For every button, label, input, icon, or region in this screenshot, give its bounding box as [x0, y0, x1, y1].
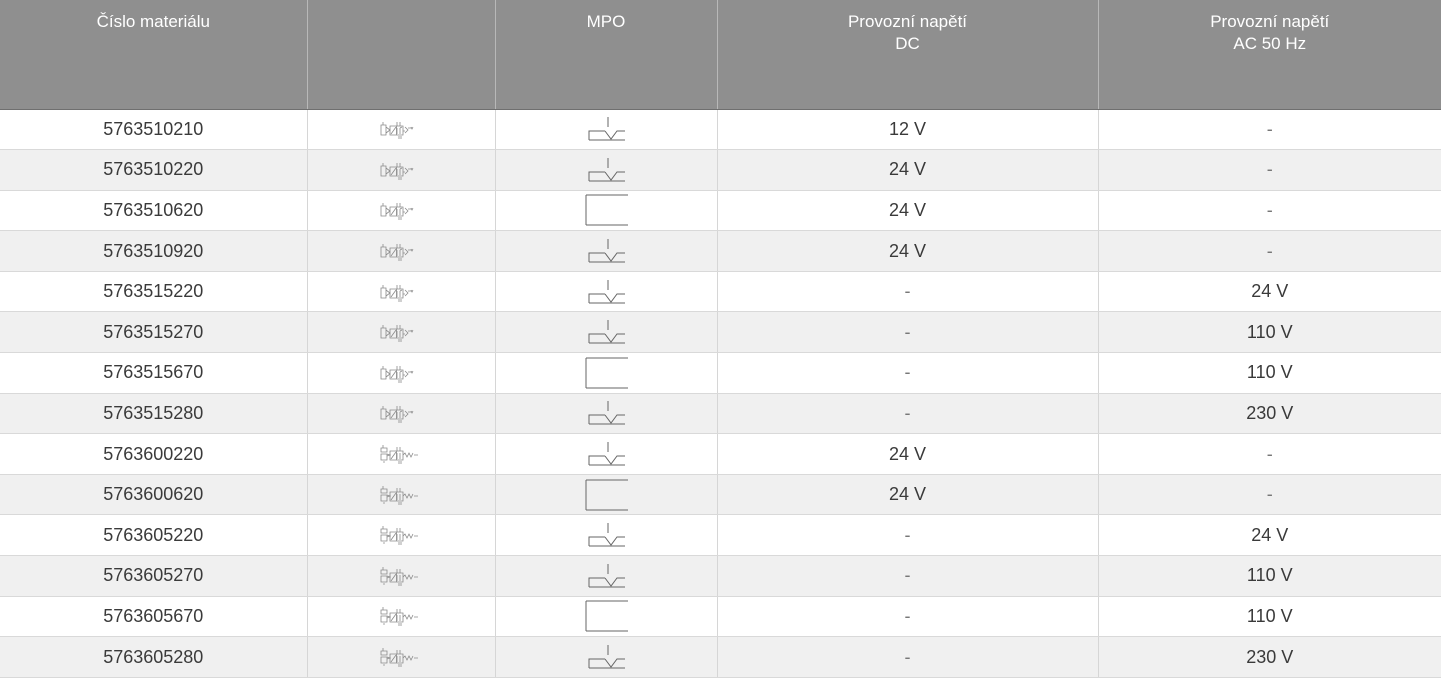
- voltage-dc-cell: -: [717, 515, 1098, 556]
- symbol-cell: [307, 556, 495, 597]
- voltage-dc-cell: 24 V: [717, 190, 1098, 231]
- header-row: [0, 0, 1441, 109]
- symbol-cell: [307, 150, 495, 191]
- valve-5-2-spring-return-icon: [308, 402, 495, 424]
- valve-5-2-pilot-spring-icon: [308, 524, 495, 546]
- mpo-manual-override-icon: [496, 642, 717, 672]
- header-voltage-ac: Provozní napětí AC 50 Hz: [1098, 0, 1441, 109]
- mpo-manual-override-icon: [496, 398, 717, 428]
- table-row: [0, 353, 1441, 394]
- table-row: [0, 515, 1441, 556]
- table-header: [0, 0, 1441, 109]
- valve-5-2-spring-return-icon: [308, 118, 495, 140]
- symbol-cell: [307, 637, 495, 678]
- mpo-cell: [495, 231, 717, 272]
- material-number-cell: 5763510620: [0, 190, 307, 231]
- valve-5-2-spring-return-icon: [308, 362, 495, 384]
- voltage-ac-cell: -: [1098, 434, 1441, 475]
- voltage-dc-cell: 12 V: [717, 109, 1098, 150]
- mpo-cell: [495, 353, 717, 394]
- header-voltage-dc: Provozní napětí DC: [717, 0, 1098, 109]
- mpo-cell: [495, 596, 717, 637]
- table-row: [0, 150, 1441, 191]
- mpo-manual-override-icon: [496, 561, 717, 591]
- mpo-cell: [495, 434, 717, 475]
- table-row: [0, 556, 1441, 597]
- mpo-manual-override-icon: [496, 439, 717, 469]
- table-body: [0, 109, 1441, 677]
- mpo-bracket-icon: [496, 193, 717, 227]
- symbol-cell: [307, 434, 495, 475]
- table-row: [0, 474, 1441, 515]
- material-number-cell: 5763510920: [0, 231, 307, 272]
- voltage-dc-cell: -: [717, 637, 1098, 678]
- voltage-dc-cell: -: [717, 312, 1098, 353]
- voltage-ac-cell: 110 V: [1098, 353, 1441, 394]
- material-number-cell: 5763515220: [0, 271, 307, 312]
- symbol-cell: [307, 353, 495, 394]
- material-number-cell: 5763510210: [0, 109, 307, 150]
- voltage-ac-cell: -: [1098, 109, 1441, 150]
- material-number-cell: 5763605220: [0, 515, 307, 556]
- voltage-ac-cell: 24 V: [1098, 271, 1441, 312]
- valve-5-2-spring-return-icon: [308, 321, 495, 343]
- table-row: [0, 393, 1441, 434]
- table-row: [0, 596, 1441, 637]
- symbol-cell: [307, 596, 495, 637]
- table-row: [0, 231, 1441, 272]
- mpo-bracket-icon: [496, 356, 717, 390]
- voltage-ac-cell: -: [1098, 190, 1441, 231]
- material-number-cell: 5763515280: [0, 393, 307, 434]
- material-number-cell: 5763515670: [0, 353, 307, 394]
- symbol-cell: [307, 190, 495, 231]
- symbol-cell: [307, 231, 495, 272]
- mpo-cell: [495, 312, 717, 353]
- voltage-dc-cell: -: [717, 596, 1098, 637]
- voltage-ac-cell: 110 V: [1098, 312, 1441, 353]
- voltage-ac-cell: -: [1098, 231, 1441, 272]
- material-number-cell: 5763515270: [0, 312, 307, 353]
- valve-5-2-spring-return-icon: [308, 159, 495, 181]
- mpo-cell: [495, 271, 717, 312]
- voltage-dc-cell: 24 V: [717, 474, 1098, 515]
- symbol-cell: [307, 109, 495, 150]
- mpo-cell: [495, 393, 717, 434]
- voltage-dc-cell: -: [717, 556, 1098, 597]
- voltage-ac-cell: -: [1098, 474, 1441, 515]
- table-row: [0, 190, 1441, 231]
- valve-5-2-pilot-spring-icon: [308, 605, 495, 627]
- symbol-cell: [307, 271, 495, 312]
- mpo-cell: [495, 556, 717, 597]
- voltage-ac-cell: 24 V: [1098, 515, 1441, 556]
- valve-5-2-pilot-spring-icon: [308, 565, 495, 587]
- table-row: [0, 434, 1441, 475]
- voltage-dc-cell: -: [717, 353, 1098, 394]
- header-mpo: MPO: [495, 0, 717, 109]
- mpo-manual-override-icon: [496, 114, 717, 144]
- material-number-cell: 5763605280: [0, 637, 307, 678]
- mpo-manual-override-icon: [496, 317, 717, 347]
- material-number-cell: 5763600220: [0, 434, 307, 475]
- voltage-ac-cell: 230 V: [1098, 637, 1441, 678]
- material-number-cell: 5763510220: [0, 150, 307, 191]
- material-number-cell: 5763605270: [0, 556, 307, 597]
- material-number-cell: 5763605670: [0, 596, 307, 637]
- mpo-cell: [495, 150, 717, 191]
- mpo-cell: [495, 109, 717, 150]
- voltage-dc-cell: 24 V: [717, 231, 1098, 272]
- valve-5-2-pilot-spring-icon: [308, 443, 495, 465]
- table-row: [0, 312, 1441, 353]
- header-symbol: [307, 0, 495, 109]
- valve-5-2-pilot-spring-icon: [308, 646, 495, 668]
- mpo-cell: [495, 515, 717, 556]
- voltage-ac-cell: 230 V: [1098, 393, 1441, 434]
- voltage-ac-cell: 110 V: [1098, 556, 1441, 597]
- valve-5-2-spring-return-icon: [308, 240, 495, 262]
- valve-5-2-spring-return-icon: [308, 281, 495, 303]
- mpo-manual-override-icon: [496, 155, 717, 185]
- voltage-dc-cell: -: [717, 271, 1098, 312]
- mpo-cell: [495, 637, 717, 678]
- table-row: [0, 637, 1441, 678]
- voltage-dc-cell: 24 V: [717, 150, 1098, 191]
- header-material-number: Číslo materiálu: [0, 0, 307, 109]
- mpo-bracket-icon: [496, 599, 717, 633]
- symbol-cell: [307, 474, 495, 515]
- mpo-bracket-icon: [496, 478, 717, 512]
- voltage-ac-cell: 110 V: [1098, 596, 1441, 637]
- voltage-dc-cell: 24 V: [717, 434, 1098, 475]
- voltage-ac-cell: -: [1098, 150, 1441, 191]
- symbol-cell: [307, 393, 495, 434]
- valve-5-2-pilot-spring-icon: [308, 484, 495, 506]
- table-row: [0, 109, 1441, 150]
- voltage-dc-cell: -: [717, 393, 1098, 434]
- symbol-cell: [307, 312, 495, 353]
- table-row: [0, 271, 1441, 312]
- material-number-cell: 5763600620: [0, 474, 307, 515]
- symbol-cell: [307, 515, 495, 556]
- mpo-manual-override-icon: [496, 236, 717, 266]
- mpo-cell: [495, 474, 717, 515]
- mpo-manual-override-icon: [496, 520, 717, 550]
- mpo-manual-override-icon: [496, 277, 717, 307]
- valve-5-2-spring-return-icon: [308, 199, 495, 221]
- mpo-cell: [495, 190, 717, 231]
